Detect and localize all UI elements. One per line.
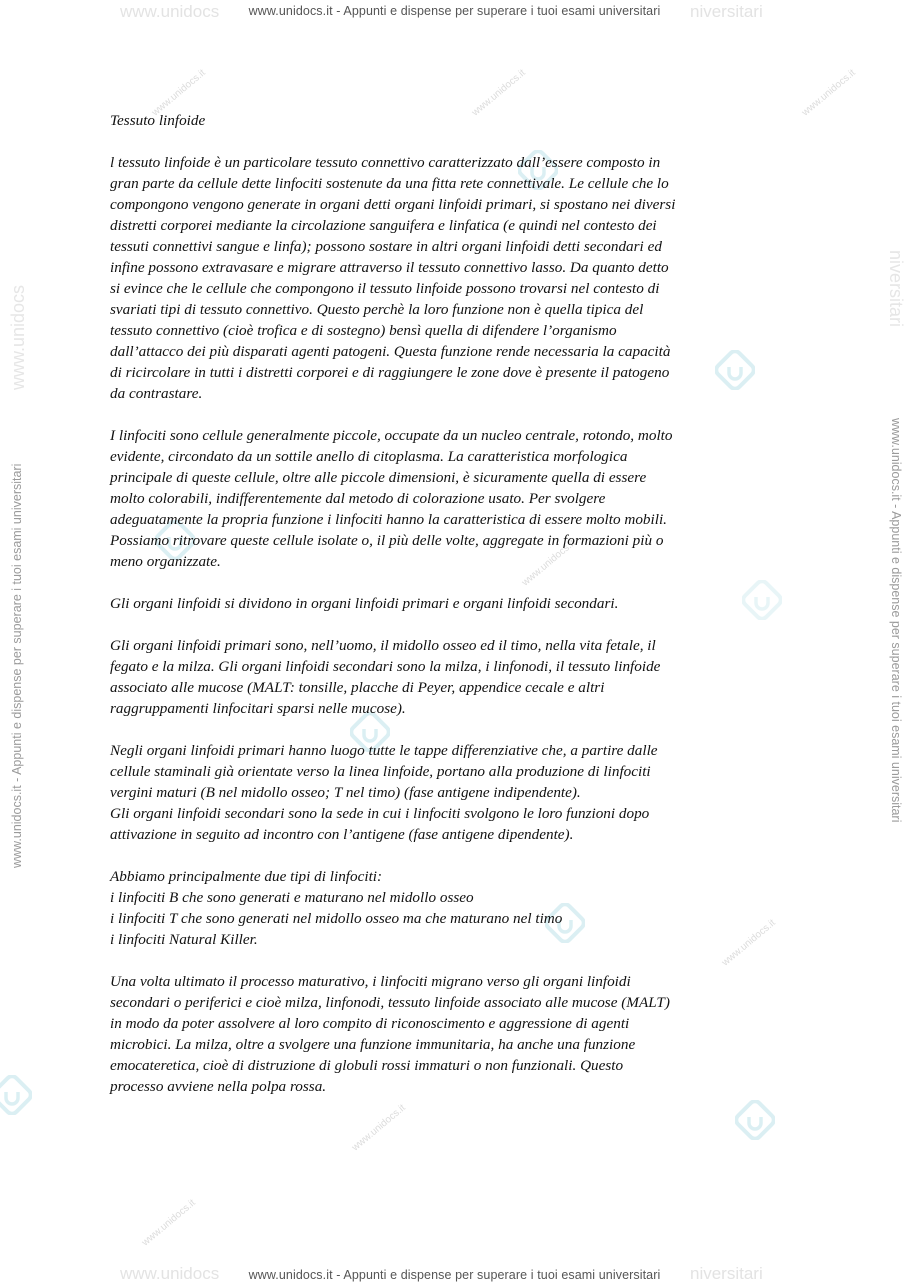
text-line: Una volta ultimato il processo maturativo, i linfociti migrano verso gli organi linfoidi <box>110 973 631 990</box>
text-line: I linfociti sono cellule generalmente piccole, occupate da un nucleo centrale, rotondo, molto <box>110 427 673 444</box>
text-line: associato alle mucose (MALT: tonsille, placche di Peyer, appendice cecale e altri <box>110 679 605 696</box>
side-banner-right: www.unidocs.it - Appunti e dispense per superare i tuoi esami universitari <box>889 418 903 823</box>
paragraph <box>110 866 810 950</box>
text-line: Possiamo ritrovare queste cellule isolate o, il più delle volte, aggregate in formazioni più o <box>110 532 664 549</box>
paragraph <box>110 425 810 572</box>
text-line: adeguatamente la propria funzione i linfociti hanno la caratteristica di essere molto mobili. <box>110 511 667 528</box>
text-line: microbici. La milza, oltre a svolgere una funzione immunitaria, ha anche una funzione <box>110 1036 636 1053</box>
text-line: raggruppamenti linfocitari sparsi nelle mucose). <box>110 700 406 717</box>
text-line: Gli organi linfoidi si dividono in organi linfoidi primari e organi linfoidi secondari. <box>110 595 619 612</box>
watermark-diagonal-text: www.unidocs.it <box>520 537 578 589</box>
text-line: cellule staminali già orientate verso la linea linfoide, portano alla produzione di linfociti <box>110 763 651 780</box>
text-line: fegato e la milza. Gli organi linfoidi secondari sono la milza, i linfonodi, il tessuto linfoide <box>110 658 661 675</box>
text-line: dall’attacco dei più disparati agenti patogeni. Questa funzione rende necessaria la capacità <box>110 343 671 360</box>
watermark-ghost-text: niversitari <box>690 1264 763 1283</box>
text-line: emocateretica, cioè di distruzione di globuli rossi immaturi o non funzionali. Questo <box>110 1057 624 1074</box>
unidocs-logo-icon <box>0 1075 32 1115</box>
text-line: si evince che le cellule che compongono il tessuto linfoide possono trovarsi nel contesto di <box>110 280 660 297</box>
paragraph <box>110 152 810 404</box>
watermark-diagonal-text: www.unidocs.it <box>140 1197 198 1249</box>
watermark-diagonal-text: www.unidocs.it <box>800 67 858 119</box>
text-line: i linfociti T che sono generati nel midollo osseo ma che maturano nel timo <box>110 910 563 927</box>
watermark-diagonal-text: www.unidocs.it <box>350 1102 408 1154</box>
text-line: evidente, circondato da un sottile anello di citoplasma. La caratteristica morfologica <box>110 448 628 465</box>
watermark-diagonal-text: www.unidocs.it <box>150 67 208 119</box>
text-line: i linfociti B che sono generati e maturano nel midollo osseo <box>110 889 474 906</box>
watermark-diagonal-text: www.unidocs.it <box>720 917 778 969</box>
text-line: infine possono extravasare e migrare attraverso il tessuto connettivo lasso. Da quanto detto <box>110 259 669 276</box>
text-line: attivazione in seguito ad incontro con l’antigene (fase antigene dipendente). <box>110 826 574 843</box>
watermark-ghost-text: niversitari <box>886 250 906 328</box>
paragraph <box>110 635 810 719</box>
text-line: svariati tipi di tessuto connettivo. Questo perchè la loro funzione non è quella tipica del <box>110 301 644 318</box>
text-line: secondari o periferici e cioè milza, linfonodi, tessuto linfoide associato alle mucose (MALT) <box>110 994 670 1011</box>
watermark-ghost-text: www.unidocs <box>120 2 220 21</box>
text-line: meno organizzate. <box>110 553 221 570</box>
text-line: da contrastare. <box>110 385 203 402</box>
text-line: di ricircolare in tutti i distretti corporei e di raggiungere le zone dove è presente il patogeno <box>110 364 670 381</box>
text-line: tessuto connettivo (cioè trofica e di sostegno) bensì quella di difendere l’organismo <box>110 322 617 339</box>
watermark-ghost-text: niversitari <box>690 2 763 21</box>
text-line: Gli organi linfoidi primari sono, nell’uomo, il midollo osseo ed il timo, nella vita fetale, il <box>110 637 656 654</box>
text-line: principale di queste cellule, oltre alle piccole dimensioni, è sicuramente quella di essere <box>110 469 647 486</box>
text-line: Negli organi linfoidi primari hanno luogo tutte le tappe differenziative che, a partire dalle <box>110 742 658 759</box>
paragraph <box>110 593 810 614</box>
text-line: tessuti connettivi sangue e linfa); possono sostare in altri organi linfoidi detti secondari ed <box>110 238 662 255</box>
text-line: gran parte da cellule dette linfociti sostenute da una fitta rete connettivale. Le cellule che lo <box>110 175 669 192</box>
document-paragraphs <box>110 152 810 1097</box>
text-line: distretti corporei mediante la circolazione sanguifera e linfatica (e quindi nel contesto dei <box>110 217 657 234</box>
document-title: Tessuto linfoide <box>110 112 206 129</box>
watermark-ghost-text: www.unidocs <box>120 1264 220 1283</box>
header-banner: www.unidocs.it - Appunti e dispense per superare i tuoi esami universitari <box>248 4 661 18</box>
text-line: molto colorabili, indifferentemente dal metodo di colorazione usato. Per svolgere <box>110 490 606 507</box>
text-line: i linfociti Natural Killer. <box>110 931 258 948</box>
footer-banner: www.unidocs.it - Appunti e dispense per superare i tuoi esami universitari <box>248 1268 661 1282</box>
text-line: vergini maturi (B nel midollo osseo; T nel timo) (fase antigene indipendente). <box>110 784 581 801</box>
watermark-ghost-text: www.unidocs <box>8 284 28 390</box>
text-line: processo avviene nella polpa rossa. <box>110 1078 327 1095</box>
paragraph <box>110 740 810 845</box>
text-line: compongono vengono generate in organi detti organi linfoidi primari, si spostano nei diversi <box>110 196 676 213</box>
text-line: in modo da poter assolvere al loro compito di riconoscimento e aggressione di agenti <box>110 1015 630 1032</box>
text-line: l tessuto linfoide è un particolare tessuto connettivo caratterizzato dall’essere composto in <box>110 154 661 171</box>
paragraph <box>110 971 810 1097</box>
text-line: Abbiamo principalmente due tipi di linfociti: <box>110 868 383 885</box>
text-line: Gli organi linfoidi secondari sono la sede in cui i linfociti svolgono le loro funzioni dopo <box>110 805 650 822</box>
document-body <box>110 110 810 1118</box>
side-banner-left: www.unidocs.it - Appunti e dispense per superare i tuoi esami universitari <box>10 463 24 868</box>
watermark-diagonal-text: www.unidocs.it <box>470 67 528 119</box>
